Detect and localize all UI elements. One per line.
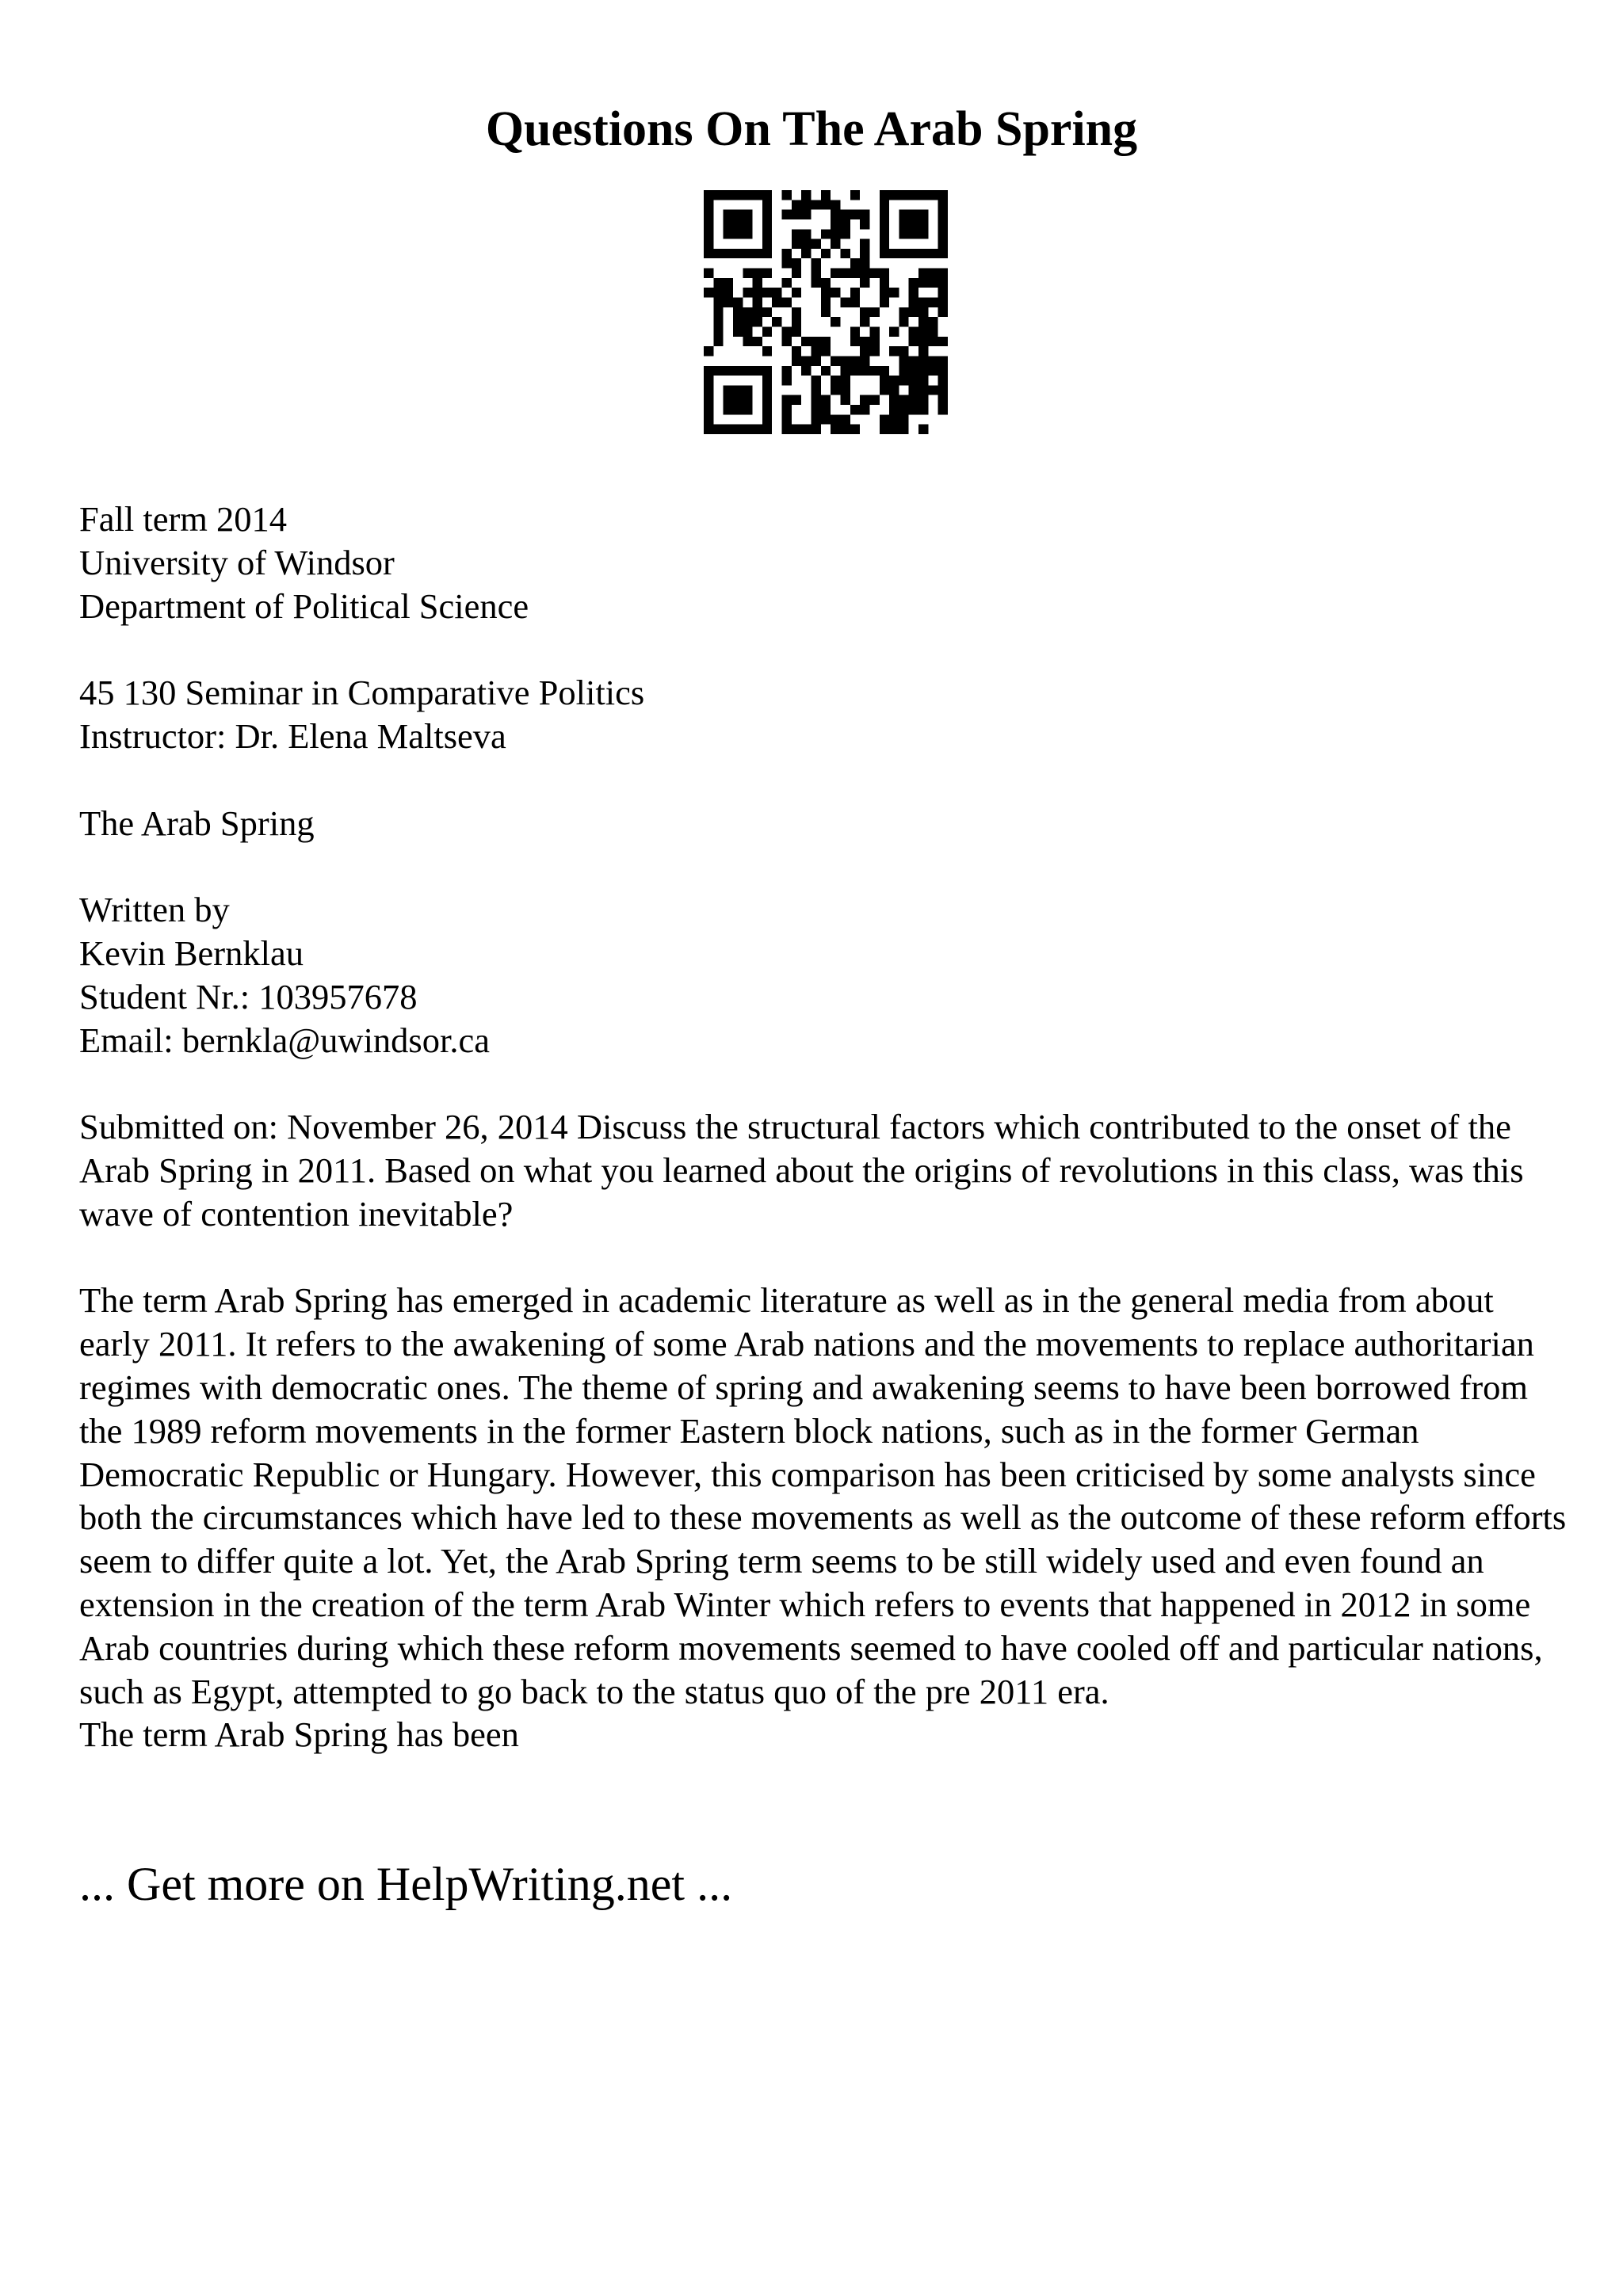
qr-module: [840, 356, 850, 365]
qr-module: [733, 298, 743, 307]
qr-module: [880, 366, 889, 376]
qr-module: [753, 317, 762, 326]
qr-module: [850, 326, 860, 336]
qr-module: [782, 258, 792, 268]
qr-module: [821, 405, 831, 414]
qr-module: [880, 269, 889, 278]
qr-module: [860, 258, 869, 268]
qr-module: [831, 425, 840, 434]
qr-module: [762, 288, 772, 297]
qr-module: [821, 307, 831, 317]
qr-module: [938, 395, 948, 405]
qr-module: [821, 395, 831, 405]
qr-module: [812, 258, 821, 268]
qr-module: [713, 278, 723, 288]
header-block: [79, 498, 1569, 627]
qr-module: [821, 337, 831, 346]
qr-module: [880, 298, 889, 307]
qr-module: [860, 337, 869, 346]
qr-module: [704, 346, 713, 356]
qr-module: [753, 298, 762, 307]
qr-module: [801, 229, 811, 238]
qr-module: [713, 317, 723, 326]
qr-module: [909, 326, 918, 336]
qr-module: [938, 298, 948, 307]
qr-module: [938, 269, 948, 278]
qr-module: [918, 269, 928, 278]
qr-module: [869, 337, 879, 346]
qr-module: [762, 269, 772, 278]
qr-module: [812, 346, 821, 356]
qr-module: [860, 278, 869, 288]
qr-module: [821, 298, 831, 307]
qr-module: [909, 376, 918, 385]
qr-module: [899, 405, 908, 414]
qr-module: [899, 356, 908, 365]
qr-module: [831, 356, 840, 365]
author-name-line: Kevin Bernklau: [79, 933, 304, 973]
qr-module: [918, 395, 928, 405]
qr-module: [821, 366, 831, 376]
qr-module: [938, 366, 948, 376]
qr-module: [801, 366, 811, 376]
qr-module: [812, 200, 821, 209]
qr-module: [909, 366, 918, 376]
qr-module: [753, 278, 762, 288]
qr-module: [792, 317, 801, 326]
qr-module: [840, 376, 850, 385]
qr-module: [812, 405, 821, 414]
qr-module: [840, 269, 850, 278]
qr-module: [792, 425, 801, 434]
qr-module: [733, 307, 743, 317]
qr-module: [801, 210, 811, 219]
qr-module: [880, 376, 889, 385]
qr-module: [909, 337, 918, 346]
qr-module: [782, 210, 792, 219]
qr-module: [938, 356, 948, 365]
qr-module: [889, 288, 899, 297]
qr-module: [938, 337, 948, 346]
qr-module: [869, 326, 879, 336]
qr-module: [850, 258, 860, 268]
qr-module: [928, 298, 938, 307]
qr-module: [743, 337, 752, 346]
qr-module: [801, 356, 811, 365]
qr-module: [743, 269, 752, 278]
qr-module: [704, 269, 713, 278]
qr-module: [889, 376, 899, 385]
qr-module: [918, 346, 928, 356]
qr-module: [880, 425, 889, 434]
qr-module: [792, 200, 801, 209]
qr-module: [782, 249, 792, 258]
qr-module: [918, 317, 928, 326]
qr-module: [831, 288, 840, 297]
qr-module: [918, 425, 928, 434]
qr-module: [782, 278, 792, 288]
qr-module: [869, 366, 879, 376]
email-line: Email: bernkla@uwindsor.ca: [79, 1020, 490, 1060]
submitted-paragraph: Submitted on: November 26, 2014 Discuss the structural factors which contributed to the onset of the Arab Spring in 2011. Based on what you learned about the origins of revolutions in this class, was this wave of contention inevitable?: [79, 1107, 1524, 1234]
qr-module: [812, 414, 821, 424]
qr-module: [821, 229, 831, 238]
qr-module: [821, 190, 831, 200]
qr-module: [928, 278, 938, 288]
qr-module: [772, 288, 781, 297]
qr-module: [753, 269, 762, 278]
qr-module: [782, 395, 792, 405]
qr-module: [812, 278, 821, 288]
qr-module: [850, 366, 860, 376]
qr-module: [850, 269, 860, 278]
qr-module: [860, 395, 869, 405]
qr-module: [743, 326, 752, 336]
qr-module: [821, 249, 831, 258]
qr-module: [840, 210, 850, 219]
qr-module: [792, 307, 801, 317]
topic-line: The Arab Spring: [79, 803, 315, 843]
qr-module: [869, 307, 879, 317]
qr-module: [801, 200, 811, 209]
body-trailing-line: The term Arab Spring has been: [79, 1714, 519, 1755]
qr-module: [918, 366, 928, 376]
qr-module: [918, 356, 928, 365]
qr-module: [792, 356, 801, 365]
qr-module: [792, 229, 801, 238]
qr-module: [938, 376, 948, 385]
qr-module: [850, 405, 860, 414]
qr-code-icon: [704, 190, 948, 434]
qr-module: [918, 385, 928, 395]
qr-module: [880, 414, 889, 424]
qr-module: [928, 356, 938, 365]
qr-module: [889, 405, 899, 414]
qr-module: [812, 425, 821, 434]
qr-module: [938, 278, 948, 288]
document-body: [79, 498, 1569, 1756]
qr-module: [713, 288, 723, 297]
qr-module: [792, 288, 801, 297]
qr-module: [860, 269, 869, 278]
qr-module: [821, 288, 831, 297]
course-line: 45 130 Seminar in Comparative Politics: [79, 673, 645, 713]
qr-module: [821, 200, 831, 209]
qr-module: [762, 307, 772, 317]
qr-module: [733, 317, 743, 326]
qr-module: [831, 200, 840, 209]
term-line: Fall term 2014: [79, 499, 288, 539]
qr-module: [724, 298, 733, 307]
qr-module: [782, 298, 792, 307]
qr-module: [909, 405, 918, 414]
qr-module: [782, 366, 792, 376]
qr-module: [850, 298, 860, 307]
body-paragraph-block: [79, 1279, 1569, 1756]
qr-module: [928, 366, 938, 376]
qr-module: [860, 366, 869, 376]
qr-module: [840, 249, 850, 258]
qr-module: [928, 317, 938, 326]
qr-module: [938, 385, 948, 395]
qr-module: [831, 229, 840, 238]
qr-module: [840, 414, 850, 424]
student-number-line: Student Nr.: 103957678: [79, 976, 418, 1016]
qr-module: [840, 385, 850, 395]
qr-module: [850, 356, 860, 365]
qr-module: [850, 425, 860, 434]
qr-module: [821, 346, 831, 356]
qr-module: [724, 278, 733, 288]
qr-module: [743, 307, 752, 317]
qr-module: [753, 288, 762, 297]
qr-module: [840, 219, 850, 229]
qr-module: [743, 317, 752, 326]
qr-module: [918, 326, 928, 336]
qr-module: [713, 307, 723, 317]
document-title: Questions On The Arab Spring: [485, 102, 1138, 156]
qr-module: [831, 219, 840, 229]
qr-module: [889, 414, 899, 424]
qr-module: [792, 210, 801, 219]
qr-module: [782, 405, 792, 414]
qr-module: [889, 425, 899, 434]
course-block: [79, 671, 1569, 758]
qr-module: [909, 298, 918, 307]
qr-module: [831, 376, 840, 385]
qr-module: [880, 385, 889, 395]
qr-module: [762, 346, 772, 356]
qr-module: [860, 249, 869, 258]
qr-module: [918, 278, 928, 288]
qr-module: [928, 337, 938, 346]
qr-module: [840, 229, 850, 238]
qr-module: [713, 298, 723, 307]
qr-module: [860, 210, 869, 219]
qr-module: [840, 298, 850, 307]
qr-module: [821, 278, 831, 288]
qr-module: [889, 346, 899, 356]
qr-module: [840, 366, 850, 376]
qr-module: [840, 395, 850, 405]
qr-module: [918, 337, 928, 346]
department-line: Department of Political Science: [79, 585, 529, 626]
body-paragraph: The term Arab Spring has emerged in academic literature as well as in the general media from about early 2011. It refers to the awakening of some Arab nations and the movements to replace authoritarian regimes with democratic ones. The theme of spring and awakening seems to have been borrowed from the 1989 reform movements in the former Eastern block nations, such as in the former German Democratic Republic or Hungary. However, this comparison has been criticised by some analysts since both the circumstances which have led to these movements as well as the outcome of these reform efforts seem to differ quite a lot. Yet, the Arab Spring term seems to be still widely used and even found an extension in the creation of the term Arab Winter which refers to events that happened in 2012 in some Arab countries during which these reform movements seemed to have cooled off and particular nations, such as Egypt, attempted to go back to the status quo of the pre 2011 era.: [79, 1280, 1567, 1711]
qr-module: [801, 337, 811, 346]
qr-module: [753, 307, 762, 317]
qr-module: [812, 385, 821, 395]
qr-module: [782, 337, 792, 346]
author-block: [79, 888, 1569, 1062]
qr-module: [909, 288, 918, 297]
qr-module: [899, 366, 908, 376]
qr-module: [860, 346, 869, 356]
qr-module: [704, 288, 713, 297]
topic-block: [79, 802, 1569, 845]
qr-module: [928, 385, 938, 395]
qr-module: [899, 376, 908, 385]
qr-module: [938, 405, 948, 414]
qr-module: [792, 258, 801, 268]
qr-module: [792, 239, 801, 249]
qr-module: [772, 317, 781, 326]
qr-module: [831, 210, 840, 219]
qr-module: [831, 317, 840, 326]
qr-module: [909, 278, 918, 288]
qr-module: [899, 395, 908, 405]
qr-module: [850, 337, 860, 346]
qr-module: [840, 425, 850, 434]
qr-module: [753, 337, 762, 346]
qr-module: [928, 269, 938, 278]
qr-module: [889, 395, 899, 405]
qr-module: [889, 385, 899, 395]
qr-module: [782, 326, 792, 336]
qr-module: [850, 190, 860, 200]
get-more-link[interactable]: ... Get more on HelpWriting.net ...: [79, 1858, 733, 1910]
qr-module: [812, 269, 821, 278]
qr-module: [801, 239, 811, 249]
qr-module: [860, 317, 869, 326]
qr-module: [772, 298, 781, 307]
qr-module: [860, 405, 869, 414]
qr-module: [801, 249, 811, 258]
qr-module: [909, 395, 918, 405]
qr-module: [938, 307, 948, 317]
qr-module: [801, 190, 811, 200]
qr-module: [782, 376, 792, 385]
qr-module: [880, 288, 889, 297]
qr-module: [812, 395, 821, 405]
qr-module: [899, 425, 908, 434]
qr-module: [792, 346, 801, 356]
qr-module: [869, 269, 879, 278]
qr-module: [909, 307, 918, 317]
qr-module: [918, 405, 928, 414]
qr-module: [713, 326, 723, 336]
qr-module: [831, 239, 840, 249]
qr-module: [918, 307, 928, 317]
qr-module: [909, 385, 918, 395]
qr-module: [909, 356, 918, 365]
qr-module: [713, 337, 723, 346]
qr-module: [860, 239, 869, 249]
qr-module: [782, 190, 792, 200]
qr-module: [869, 346, 879, 356]
instructor-line: Instructor: Dr. Elena Maltseva: [79, 715, 506, 756]
qr-module: [928, 326, 938, 336]
qr-module: [860, 356, 869, 365]
written-by-line: Written by: [79, 890, 230, 930]
qr-module: [880, 278, 889, 288]
qr-module: [831, 269, 840, 278]
qr-module: [860, 307, 869, 317]
university-line: University of Windsor: [79, 542, 395, 582]
qr-module: [899, 307, 908, 317]
qr-module: [860, 219, 869, 229]
qr-module: [899, 317, 908, 326]
qr-module: [762, 326, 772, 336]
qr-module: [782, 414, 792, 424]
qr-module: [812, 239, 821, 249]
qr-module: [792, 326, 801, 336]
qr-module: [831, 414, 840, 424]
qr-module: [733, 326, 743, 336]
qr-module: [938, 288, 948, 297]
qr-module: [850, 210, 860, 219]
qr-module: [801, 425, 811, 434]
qr-module: [850, 288, 860, 297]
qr-module: [918, 298, 928, 307]
qr-module: [782, 425, 792, 434]
qr-module: [724, 288, 733, 297]
qr-module: [831, 385, 840, 395]
qr-module: [869, 395, 879, 405]
qr-module: [899, 414, 908, 424]
qr-module: [792, 269, 801, 278]
qr-module: [812, 356, 821, 365]
qr-module: [889, 326, 899, 336]
qr-module: [743, 288, 752, 297]
qr-module: [812, 376, 821, 385]
qr-module: [918, 376, 928, 385]
qr-module: [899, 346, 908, 356]
qr-module: [812, 337, 821, 346]
qr-module: [821, 414, 831, 424]
qr-module: [792, 395, 801, 405]
